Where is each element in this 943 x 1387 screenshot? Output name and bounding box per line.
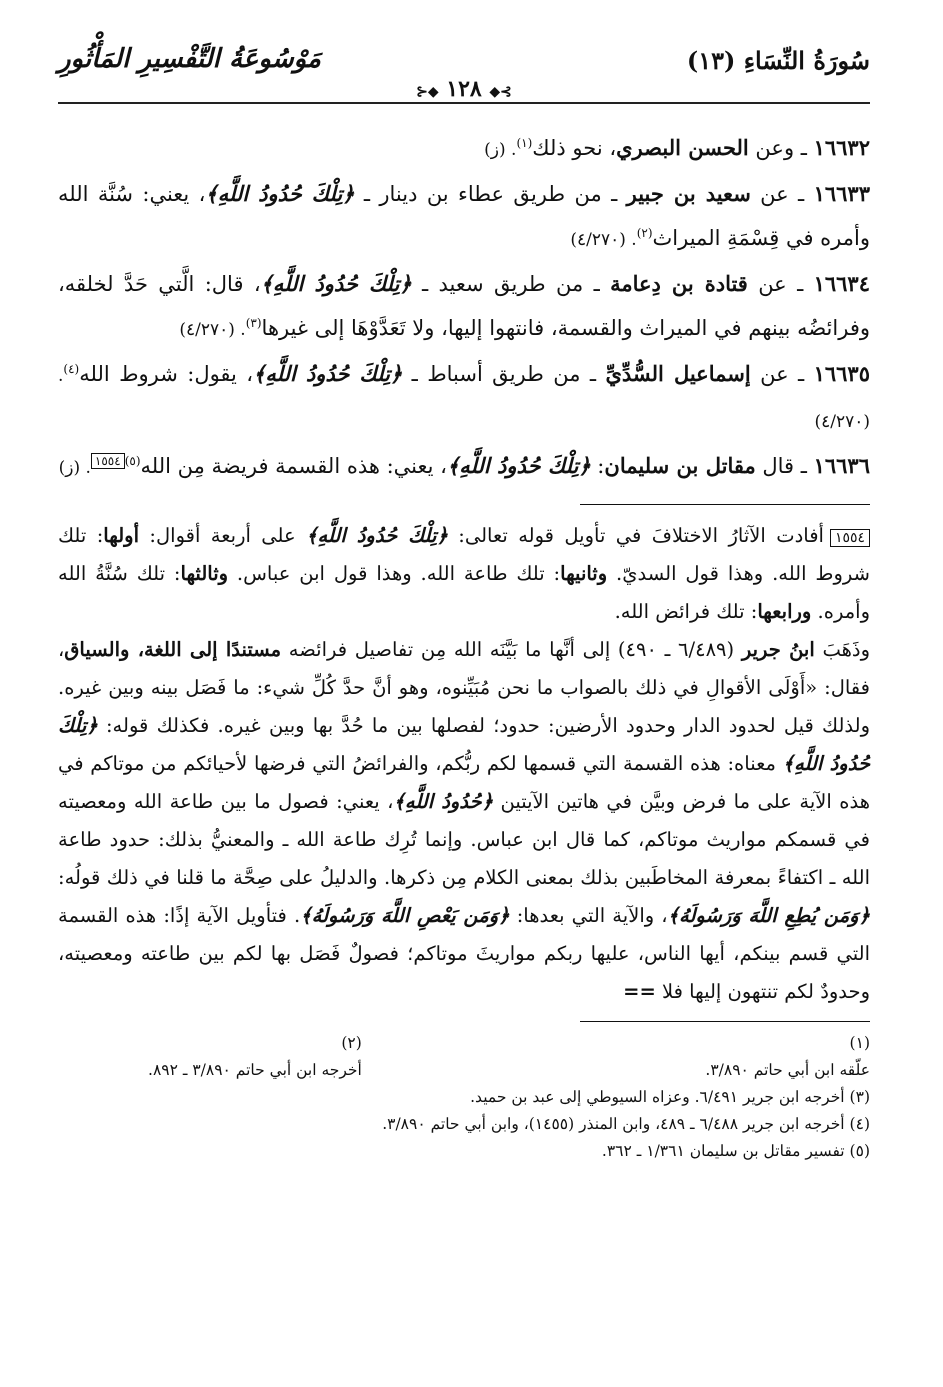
source-ref: . (٤/٢٧٠)	[179, 320, 246, 340]
commentary-ref-box: ١٥٥٤	[830, 529, 870, 547]
quran-quote: ﴿وَمَن يُطِعِ اللَّهَ وَرَسُولَهُ﴾	[667, 904, 871, 927]
footnote-row	[58, 1030, 870, 1084]
quran-quote: ﴿حُدُودُ اللَّهِ﴾	[393, 790, 494, 813]
commentary-text: على أربعة أقوال:	[139, 524, 307, 547]
quran-quote: ﴿تِلْكَ حُدُودُ اللَّهِ﴾	[306, 524, 448, 547]
narration-16632	[58, 126, 870, 172]
footnote-number: (١)	[849, 1034, 870, 1052]
footnote-number: (٢)	[341, 1034, 362, 1052]
source-ref: . (ز)	[484, 140, 517, 160]
page-number-block	[408, 76, 520, 102]
source-ref: . (٤/٢٧٠)	[570, 230, 637, 250]
commentary-text: معناه: هذه القسمة التي قسمها لكم ربُّكم، والفرائضُ التي فرضها لأحيائكم من موتاكم في هذه الآية على ما فرض وبيَّن في هاتين الآيتين	[58, 752, 870, 813]
narration-text: ، قال: الَّتي حَدَّ لخلقه، وفرائضُه بينهم في الميراث والقسمة، فانتهوا إليها، ولا تَعَدَّوْهَا إلى غيرها	[58, 272, 870, 340]
footnote-separator	[580, 1021, 870, 1022]
commentary	[58, 517, 870, 1011]
footnote-number: (٣)	[849, 1088, 870, 1106]
opinion-label: ورابعها	[757, 600, 812, 623]
commentary-text: أفادت الآثارُ الاختلافَ في تأويل قوله تعالى:	[447, 524, 824, 547]
narrations	[58, 126, 870, 490]
footnote-2	[148, 1030, 362, 1084]
narration-text: ـ من طريق أسباط ـ	[402, 362, 606, 386]
quran-quote: ﴿تِلْكَ حُدُودُ اللَّهِ﴾	[253, 361, 403, 386]
book-page	[58, 40, 870, 1165]
narration-number: ١٦٦٣٤	[813, 271, 870, 296]
ornament-left-icon: ◆⊰	[489, 84, 512, 100]
footnote-text: أخرجه ابن أبي حاتم ٣/٨٩٠ ـ ٨٩٢.	[148, 1061, 362, 1079]
commentary-para-2	[58, 631, 870, 1011]
opinion-label: وثانيها	[560, 562, 608, 585]
narration-text: ـ عن	[747, 272, 814, 296]
commentary-text: ، يعني: فصول ما بين طاعة الله ومعصيته في قسمكم مواريث موتاكم، كما قال ابن عباس. وإنما تُرِك طاعة الله ـ والمعنيُّ بذلك: حدود طاعة الله ـ اكتفاءً بمعرفة المخاطَبين بذلك بمعنى الكلام مِن ذكرها. والدليلُ على صِحَّة ما قلنا في ذلك قولُه:	[58, 790, 870, 889]
footnote-5	[58, 1138, 870, 1165]
commentary-para-1	[58, 517, 870, 631]
footnote-text: أخرجه ابن جرير ٦/٤٨٨ ـ ٤٨٩، وابن المنذر (١٤٥٥)، وابن أبي حاتم ٣/٨٩٠.	[382, 1115, 845, 1133]
commentary-text: وذَهَبَ	[814, 638, 870, 661]
commentary-ref-box[interactable]: ١٥٥٤	[91, 453, 125, 469]
narration-text: ـ من طريق سعيد ـ	[411, 272, 611, 296]
ornament-right-icon: ⊱◆	[416, 84, 439, 100]
narration-16635	[58, 352, 870, 444]
narration-16636	[58, 444, 870, 490]
quran-quote: ﴿تِلْكَ حُدُودُ اللَّهِ﴾	[58, 714, 871, 775]
commentary-text: : تلك طاعة الله. وهذا قول ابن عباس.	[228, 562, 561, 585]
narration-text: :	[590, 454, 605, 478]
narration-text: ـ من طريق عطاء بن دينار ـ	[354, 182, 627, 206]
narration-text: ، نحو ذلك	[532, 136, 617, 160]
narration-number: ١٦٦٣٣	[813, 181, 870, 206]
footnote-text: تفسير مقاتل بن سليمان ١/٣٦١ ـ ٣٦٢.	[601, 1142, 845, 1160]
footnotes	[58, 1030, 870, 1165]
narration-16634	[58, 262, 870, 352]
footnote-4	[58, 1111, 870, 1138]
narration-number: ١٦٦٣٥	[813, 361, 870, 386]
footnote-number: (٥)	[849, 1142, 870, 1160]
page-number: ١٢٨	[446, 76, 482, 102]
narration-16633	[58, 172, 870, 262]
footnote-marker[interactable]: (٣)	[245, 316, 262, 330]
quran-quote: ﴿وَمَن يَعْصِ اللَّهَ وَرَسُولَهُ﴾	[300, 904, 510, 927]
narrator-name: الحسن البصري	[616, 135, 749, 160]
quran-quote: ﴿تِلْكَ حُدُودُ اللَّهِ﴾	[205, 181, 355, 206]
narration-text: ـ عن	[750, 182, 814, 206]
narration-text: ، يعني: سُنَّة الله وأمره في قِسْمَةِ الميراث	[58, 182, 870, 250]
footnote-marker[interactable]: (٤)	[63, 362, 80, 376]
footnote-1	[705, 1030, 870, 1084]
book-title: مَوْسُوعَةُ التَّفْسِيرِ المَأْثُورِ	[58, 44, 321, 74]
narration-number: ١٦٦٣٦	[813, 453, 870, 478]
footnote-marker[interactable]: (٥)	[124, 454, 141, 468]
narration-text: ـ عن	[750, 362, 814, 386]
separator	[580, 504, 870, 505]
quran-quote: ﴿تِلْكَ حُدُودُ اللَّهِ﴾	[446, 453, 591, 478]
footnote-text: أخرجه ابن جرير ٦/٤٩١. وعزاه السيوطي إلى عبد بن حميد.	[470, 1088, 845, 1106]
scholar-name: ابنُ جرير	[741, 638, 815, 661]
narration-text: ـ وعن	[748, 136, 814, 160]
footnote-3	[58, 1084, 870, 1111]
narrator-name: قتادة بن دِعامة	[610, 271, 748, 296]
narration-text: ، يعني: هذه القسمة فريضة مِن الله	[140, 454, 447, 478]
commentary-text: ، والآية التي بعدها:	[509, 904, 668, 927]
footnote-marker[interactable]: (١)	[516, 136, 533, 150]
commentary-text: . فتأويل الآية إذًا: هذه القسمة التي قسم بينكم، أيها الناس، عليها ربكم مواريثَ موتاكم؛ فصولٌ فَصَل بها لكم بين طاعته ومعصيته، وحدودٌ لكم تنتهون إليها فلا	[58, 904, 870, 1003]
continuation-mark: ==	[623, 980, 656, 1003]
footnote-text: علّقه ابن أبي حاتم ٣/٨٩٠.	[705, 1061, 870, 1079]
method-label: مستندًا إلى اللغة، والسياق	[64, 638, 282, 661]
narration-text: ـ قال	[755, 454, 814, 478]
commentary-text: : تلك سُنَّةُ الله وأمره.	[58, 562, 870, 623]
page-header	[58, 40, 870, 104]
source-ref: . (٤/٢٧٠)	[58, 366, 870, 432]
opinion-label: وثالثها	[180, 562, 229, 585]
narrator-name: سعيد بن جبير	[626, 181, 751, 206]
narration-text: ، يقول: شروط الله	[79, 362, 254, 386]
commentary-text: : تلك شروط الله. وهذا قول السديّ.	[58, 524, 870, 585]
narrator-name: إسماعيل السُّدِّيِّ	[605, 361, 751, 386]
footnote-number: (٤)	[849, 1115, 870, 1133]
narration-number: ١٦٦٣٢	[813, 135, 870, 160]
opinion-label: أولها	[103, 524, 140, 547]
commentary-text: ، فقال: «أَوْلَى الأقوالِ في ذلك بالصواب ما نحن مُبَيِّنوه، وهو أنَّ حدَّ كُلِّ شيء: ما فَصَل بينه وبين غيره. ولذلك قيل لحدود الدار وحدود الأرضين: حدود؛ لفصلها بين ما حُدَّ بها وبين غيره. فكذلك قوله:	[58, 638, 870, 737]
quran-quote: ﴿تِلْكَ حُدُودُ اللَّهِ﴾	[260, 271, 412, 296]
narrator-name: مقاتل بن سليمان	[604, 453, 756, 478]
commentary-text: : تلك فرائض الله.	[614, 600, 758, 623]
surah-title: سُورَةُ النِّسَاءِ (١٣)	[686, 46, 870, 75]
source-ref: . (ز)	[58, 458, 91, 478]
footnote-marker[interactable]: (٢)	[636, 226, 653, 240]
commentary-text: (٦/٤٨٩ ـ ٤٩٠) إلى أنَّها ما بَيَّنَه الله مِن تفاصيل فرائضه	[281, 638, 742, 661]
